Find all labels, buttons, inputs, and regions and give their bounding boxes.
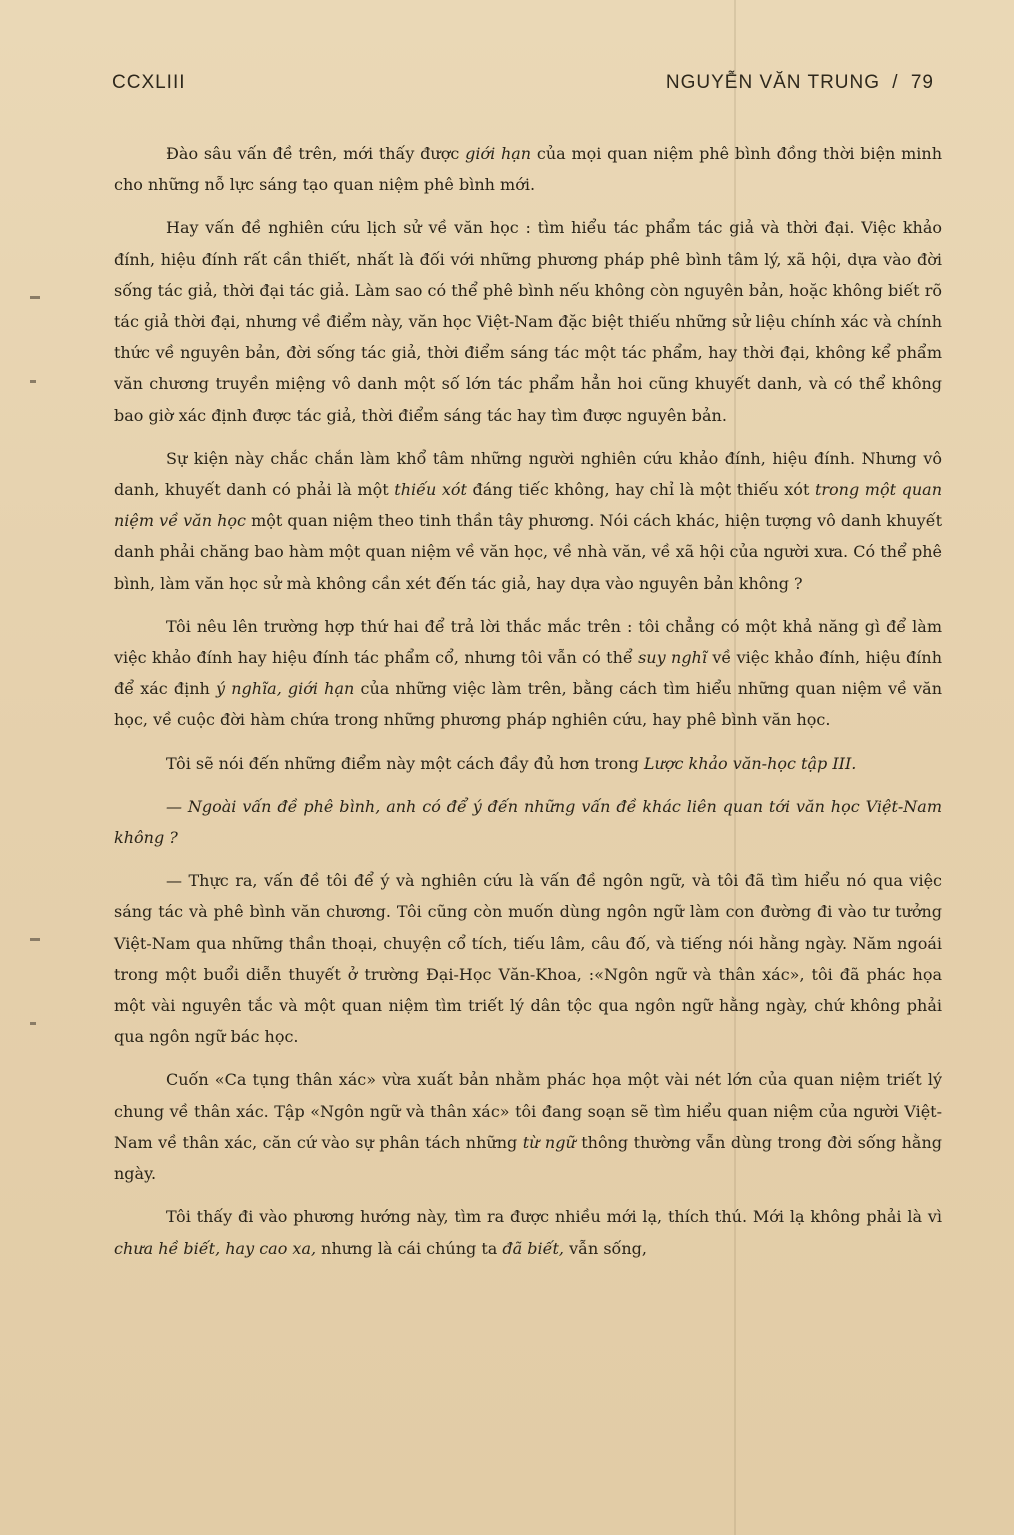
text-run: Hay vấn đề nghiên cứu lịch sử về văn học : tìm hiểu tác phẩm tác giả và thời đại. Việc khảo đính, hiệu đính rất cần thiết, nhất là đối với những phương pháp phê bình tâm lý, xã hội, dựa vào đời sống tác giả, thời đại tác giả. Làm sao có thể phê bình nếu không còn nguyên bản, hoặc không biết rõ tác giả thời đại, nhưng về điểm này, văn học Việt-Nam đặc biệt thiếu những sử liệu chính xác và chính thức về nguyên bản, đời sống tác giả, thời điểm sáng tác một tác phẩm, hay thời đại, không kể phẩm văn chương truyền miệng vô danh một số lớn tác phẩm hẳn hoi cũng khuyết danh, và có thể không bao giờ xác định được tác giả, thời điểm sáng tác hay tìm được nguyên bản. <box>114 218 942 425</box>
text-run: của mọi quan niệm phê bình đồng thời biện minh cho những nỗ lực sáng tạo quan niệm phê bình mới. <box>114 144 943 195</box>
text-run: vẫn sống, <box>564 1238 647 1258</box>
paragraph <box>114 865 942 1052</box>
paragraph <box>114 1064 942 1189</box>
paragraph <box>114 212 942 430</box>
text-run: Cuốn «Ca tụng thân xác» vừa xuất bản nhằm phác họa một vài nét lớn của quan niệm triết lý chung về thân xác. Tập «Ngôn ngữ và thân xác» tôi đang soạn sẽ tìm hiểu quan niệm của người Việt-Nam về thân xác, căn cứ vào sự phân tách những <box>114 1070 942 1152</box>
text-run: về việc khảo đính, hiệu đính để xác định <box>114 648 943 699</box>
italic-text: suy nghĩ <box>638 648 707 668</box>
chapter-roman-numeral: CCXLIII <box>112 72 186 93</box>
italic-text: chưa hề biết, hay cao xa, <box>114 1238 317 1258</box>
italic-text: thiếu xót <box>394 480 467 500</box>
paragraph <box>114 443 942 599</box>
italic-text: từ ngữ <box>522 1132 576 1152</box>
paragraph <box>114 1201 942 1263</box>
author-name: NGUYỄN VĂN TRUNG <box>665 72 881 93</box>
text-run: một quan niệm theo tinh thần tây phương. Nói cách khác, hiện tượng vô danh khuyết danh phải chăng bao hàm một quan niệm về văn học, về nhà văn, về xã hội của người xưa. Có thể phê bình, làm văn học sử mà không cần xét đến tác giả, hay dựa vào nguyên bản không ? <box>114 511 942 593</box>
paragraph <box>114 611 942 736</box>
italic-text: trong một quan niệm về văn học <box>114 480 943 531</box>
italic-text: ý nghĩa, giới hạn <box>216 679 355 699</box>
margin-mark <box>30 380 36 383</box>
italic-text: đã biết, <box>502 1238 565 1258</box>
margin-mark <box>30 1022 36 1025</box>
paragraph <box>114 138 942 200</box>
italic-text: giới hạn <box>465 144 532 163</box>
text-run: của những việc làm trên, bằng cách tìm hiểu những quan niệm về văn học, về cuộc đời hàm chứa trong những phương pháp nghiên cứu, hay phê bình văn học. <box>114 679 943 730</box>
text-run: thông thường vẫn dùng trong đời sống hằng ngày. <box>114 1132 943 1184</box>
text-run: Đào sâu vấn đề trên, mới thấy được <box>166 144 466 163</box>
text-run: nhưng là cái chúng ta <box>316 1238 503 1258</box>
paragraph <box>114 748 942 779</box>
running-header <box>112 72 934 94</box>
paragraph <box>114 791 942 853</box>
text-run: Tôi thấy đi vào phương hướng này, tìm ra được nhiều mới lạ, thích thú. Mới lạ không phải là vì <box>166 1207 942 1227</box>
page-number: 79 <box>910 72 934 93</box>
margin-mark <box>30 296 40 299</box>
text-run: — Thực ra, vấn đề tôi để ý và nghiên cứu là vấn đề ngôn ngữ, và tôi đã tìm hiểu nó qua việc sáng tác và phê bình văn chương. Tôi cũng còn muốn dùng ngôn ngữ làm con đường đi vào tư tưởng Việt-Nam qua những thần thoại, chuyện cổ tích, tiếu lâm, câu đố, và tiếng nói hằng ngày. Năm ngoái trong một buổi diễn thuyết ở trường Đại-Học Văn-Khoa, :«Ngôn ngữ và thân xác», tôi đã phác họa một vài nguyên tắc và một quan niệm tìm triết lý dân tộc qua ngôn ngữ hằng ngày, chứ không phải qua ngôn ngữ bác học. <box>114 871 942 1047</box>
header-separator: / <box>892 72 899 93</box>
italic-text: — Ngoài vấn đề phê bình, anh có để ý đến những vấn đề khác liên quan tới văn học Việt-Nam không ? <box>114 796 942 848</box>
author-and-page <box>660 72 934 94</box>
text-run: Sự kiện này chắc chắn làm khổ tâm những người nghiên cứu khảo đính, hiệu đính. Nhưng vô danh, khuyết danh có phải là một <box>114 448 942 500</box>
text-run: đáng tiếc không, hay chỉ là một thiếu xót <box>466 480 815 500</box>
text-run: Tôi nêu lên trường hợp thứ hai để trả lời thắc mắc trên : tôi chẳng có một khả năng gì để làm việc khảo đính hay hiệu đính tác phẩm cổ, nhưng tôi vẫn có thể <box>114 616 942 668</box>
italic-text: Lược khảo văn-học tập III. <box>643 753 857 773</box>
margin-mark <box>30 938 40 941</box>
body-text <box>114 138 942 1276</box>
text-run: Tôi sẽ nói đến những điểm này một cách đầy đủ hơn trong <box>166 753 644 773</box>
